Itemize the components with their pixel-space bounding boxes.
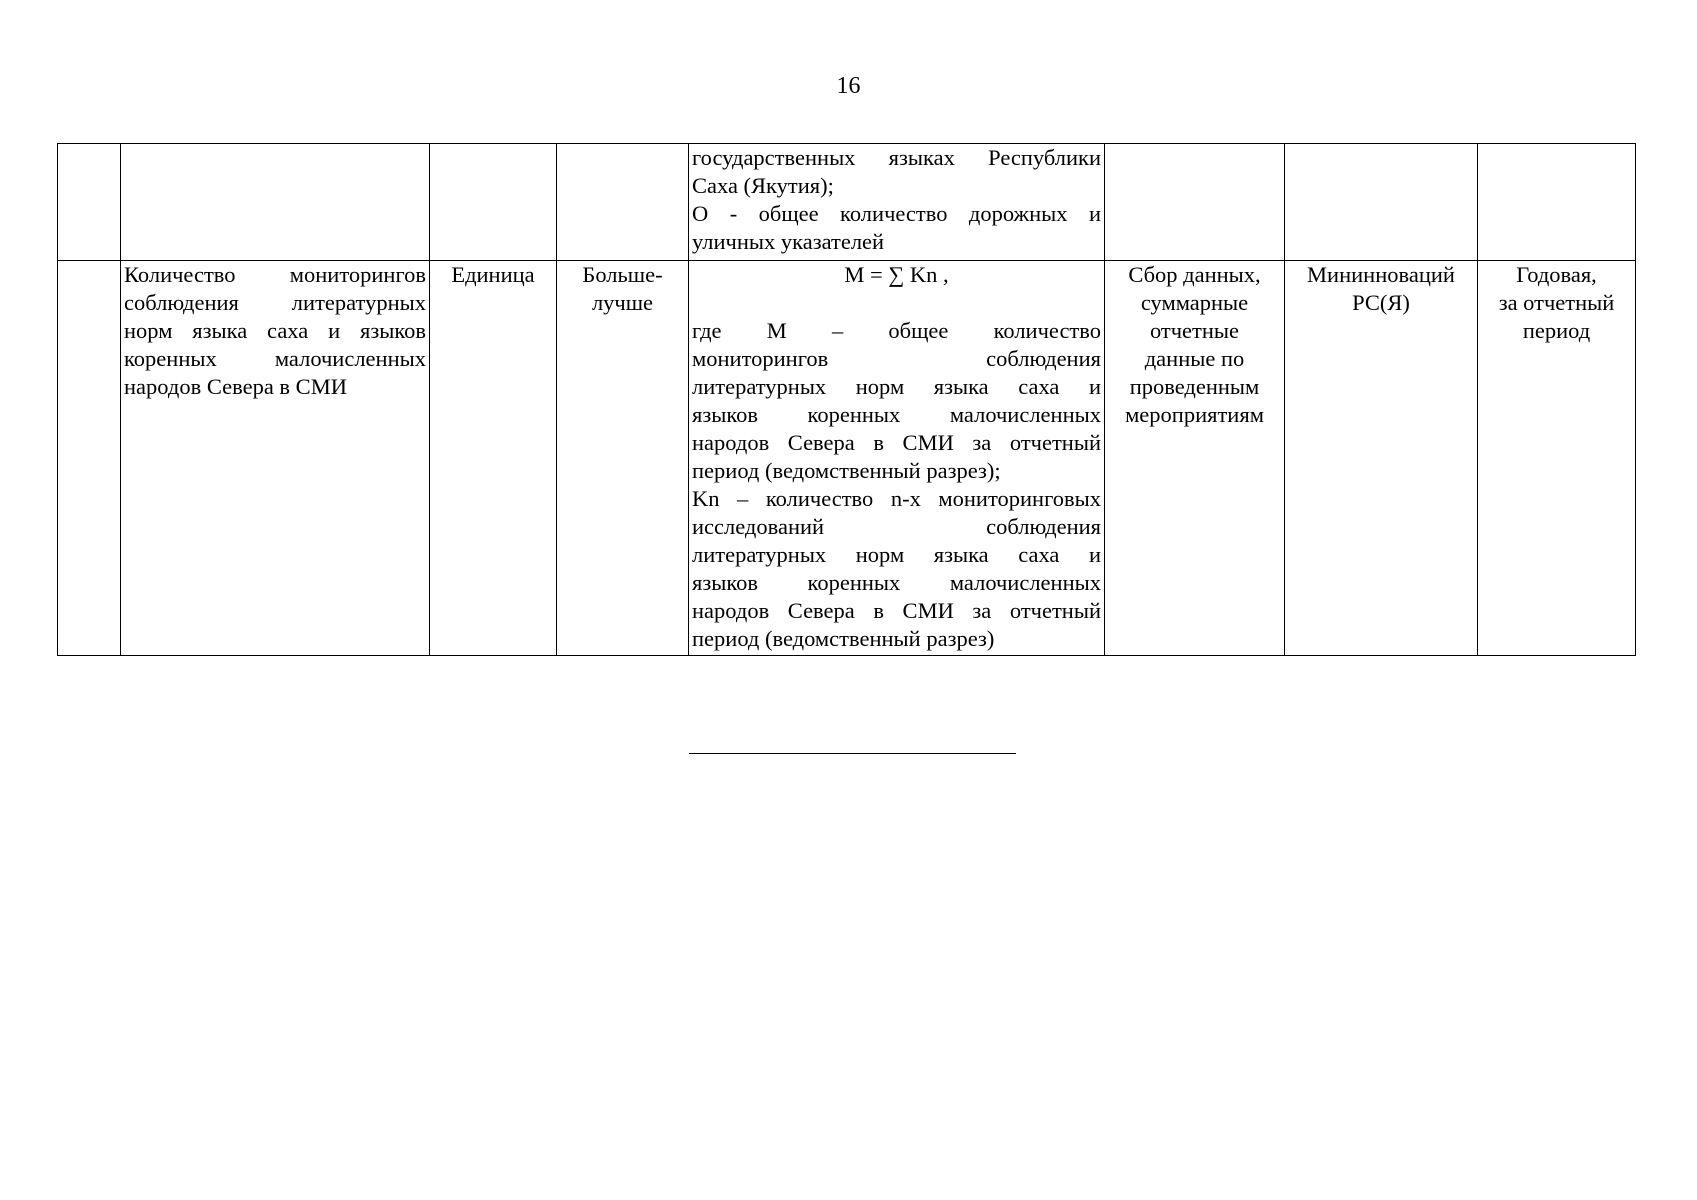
method-line: мониторингов соблюдения (692, 346, 1101, 371)
source-line: мероприятиям (1125, 402, 1264, 427)
cell-number (58, 261, 121, 656)
method-line: Саха (Якутия); (692, 173, 834, 198)
source-line: данные по (1144, 346, 1245, 371)
method-line: исследований соблюдения (692, 514, 1101, 539)
direction-line: лучше (591, 290, 654, 315)
blank-line (692, 289, 1101, 317)
source-line: проведенным (1129, 374, 1260, 399)
method-line: народов Севера в СМИ за отчетный (692, 430, 1101, 455)
cell-direction (557, 144, 689, 261)
method-line: где M – общее количество (692, 318, 1101, 343)
cell-indicator (121, 144, 430, 261)
source-line: отчетные (1149, 318, 1240, 343)
method-line: литературных норм языка саха и (692, 374, 1101, 399)
indicator-line: соблюдения литературных (124, 290, 426, 315)
periodicity-line: Годовая, (1516, 262, 1597, 287)
cell-periodicity (1478, 144, 1636, 261)
method-line: государственных языках Республики (692, 145, 1101, 170)
formula: M = ∑ Kn , (844, 262, 949, 287)
source-line: Сбор данных, (1128, 262, 1261, 287)
periodicity-line: период (1522, 318, 1591, 343)
source-line: суммарные (1140, 290, 1249, 315)
method-line: литературных норм языка саха и (692, 542, 1101, 567)
indicator-line: народов Севера в СМИ (124, 374, 347, 399)
periodicity-line: за отчетный (1498, 290, 1615, 315)
cell-unit (430, 144, 557, 261)
method-line: народов Севера в СМИ за отчетный (692, 598, 1101, 623)
cell-source (1105, 261, 1285, 656)
responsible-line: Мининноваций (1307, 262, 1455, 287)
footer-rule (689, 753, 1016, 754)
indicator-line: норм языка саха и языков (124, 318, 426, 343)
cell-method (689, 144, 1105, 261)
method-line: период (ведомственный разрез) (692, 626, 995, 651)
cell-method (689, 261, 1105, 656)
cell-responsible (1285, 261, 1478, 656)
indicator-line: коренных малочисленных (124, 346, 426, 371)
cell-indicator (121, 261, 430, 656)
table-row (58, 144, 1636, 261)
method-line: языков коренных малочисленных (692, 402, 1101, 427)
indicators-table (57, 143, 1636, 656)
cell-responsible (1285, 144, 1478, 261)
cell-periodicity (1478, 261, 1636, 656)
page-number: 16 (836, 73, 861, 99)
direction-line: Больше- (582, 262, 663, 287)
cell-number (58, 144, 121, 261)
indicator-line: Количество мониторингов (124, 262, 426, 287)
table-row (58, 261, 1636, 656)
unit-text: Единица (451, 262, 535, 287)
method-line: Kn – количество n-х мониторинговых (692, 486, 1101, 511)
method-line: О - общее количество дорожных и (692, 201, 1101, 226)
cell-unit (430, 261, 557, 656)
cell-direction (557, 261, 689, 656)
method-line: уличных указателей (692, 229, 885, 254)
method-line: период (ведомственный разрез); (692, 458, 1001, 483)
method-line: языков коренных малочисленных (692, 570, 1101, 595)
cell-source (1105, 144, 1285, 261)
responsible-line: РС(Я) (1352, 290, 1410, 315)
